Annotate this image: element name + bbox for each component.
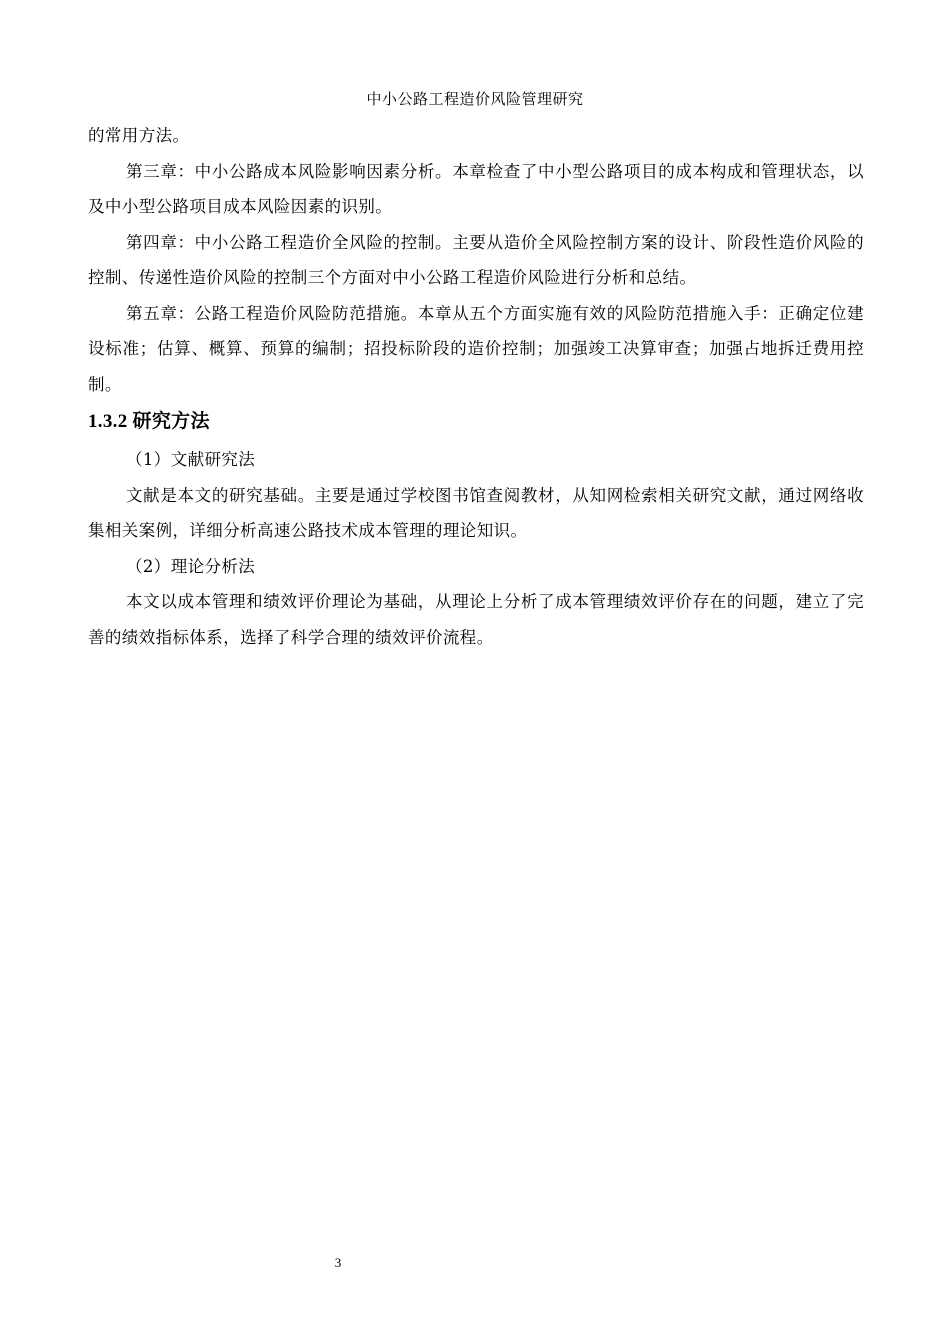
- method-label-theory: （2）理论分析法: [126, 556, 256, 576]
- method-label-literature: （1）文献研究法: [126, 450, 256, 469]
- method-text-theory: 本文以成本管理和绩效评价理论为基础，从理论上分析了成本管理绩效评价存在的问题，建立了完善的绩效指标体系，选择了科学合理的绩效评价流程。: [88, 592, 864, 647]
- header-divider: [88, 113, 862, 114]
- method-text-literature: 文献是本文的研究基础。主要是通过学校图书馆查阅教材，从知网检索相关研究文献，通过网络收集相关案例，详细分析高速公路技术成本管理的理论知识。: [88, 485, 864, 540]
- chapter-five-paragraph: 第五章：公路工程造价风险防范措施。本章从五个方面实施有效的风险防范措施入手：正确定位建设标准；估算、概算、预算的编制；招投标阶段的造价控制；加强竣工决算审查；加强占地拆迁费用控制。: [88, 303, 864, 394]
- document-body: [88, 118, 864, 655]
- page-number: 3: [334, 1255, 342, 1270]
- chapter-three-paragraph: 第三章：中小公路成本风险影响因素分析。本章检查了中小型公路项目的成本构成和管理状态，以及中小型公路项目成本风险因素的识别。: [88, 161, 864, 216]
- chapter-four-paragraph: 第四章：中小公路工程造价全风险的控制。主要从造价全风险控制方案的设计、阶段性造价风险的控制、传递性造价风险的控制三个方面对中小公路工程造价风险进行分析和总结。: [88, 232, 864, 287]
- page-header-title: 中小公路工程造价风险管理研究: [366, 90, 584, 108]
- continuation-paragraph: 的常用方法。: [88, 126, 190, 145]
- section-heading-research-methods: 1.3.2 研究方法: [88, 411, 210, 432]
